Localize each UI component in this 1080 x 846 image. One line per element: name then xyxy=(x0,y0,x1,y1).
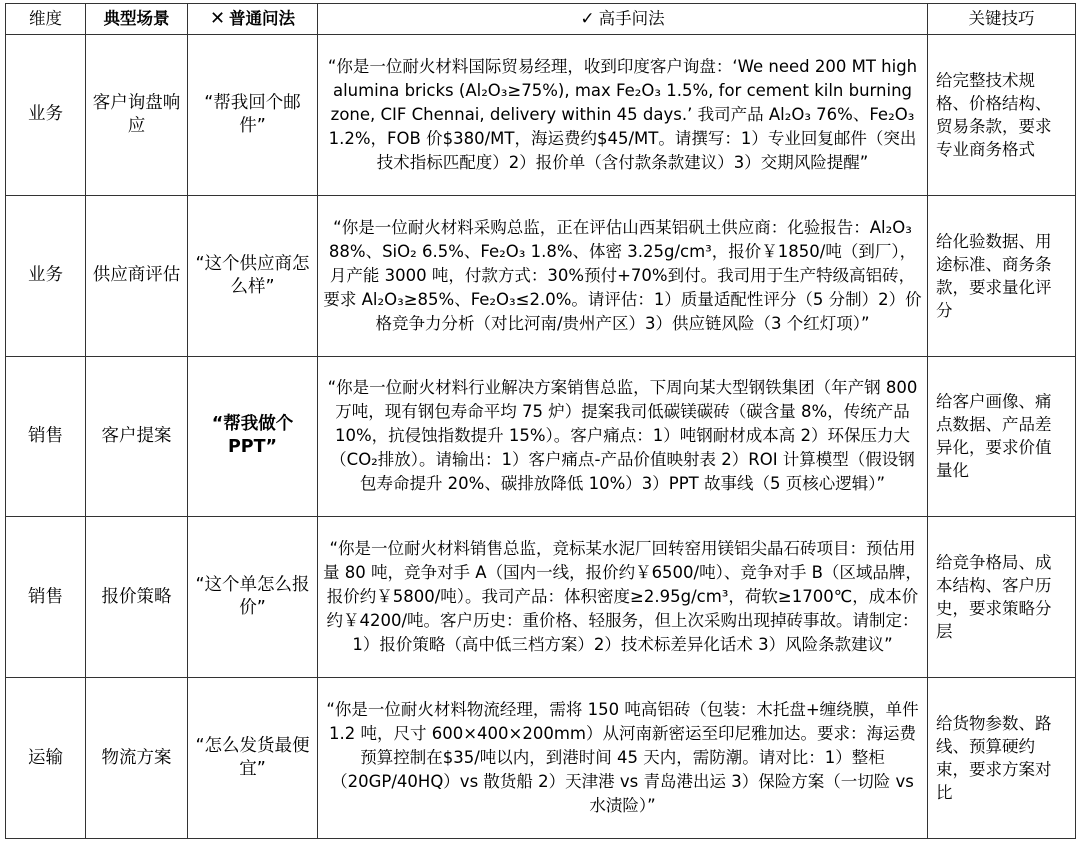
expert-prompt-text: “你是一位耐火材料国际贸易经理，收到印度客户询盘：‘We need 200 MT high alumina bricks (Al₂O₃≥75%), max Fe₂O₃ 1.5%, for cement kiln burning zone, CIF Chennai, delivery within 45 days.’ 我司产品 Al₂O₃ 76%、Fe₂O₃ 1.2%，FOB 价$380/MT，海运费约$45/MT。请撰写：1）专业回复邮件（突出技术指标匹配度）2）报价单（含付款条款建议）3）交期风险提醒” xyxy=(327,56,918,172)
table-row xyxy=(6,517,1076,678)
bad-prompt-cell: “这个供应商怎么样” xyxy=(188,195,318,356)
tips-text: 给货物参数、路线、预算硬约束，要求方案对比 xyxy=(936,714,1052,803)
expert-prompt-cell xyxy=(318,356,928,517)
tips-text: 给客户画像、痛点数据、产品差异化，要求价值量化 xyxy=(936,392,1052,481)
expert-prompt-cell xyxy=(318,35,928,196)
scenario-cell: 报价策略 xyxy=(86,517,188,678)
header-good xyxy=(318,4,928,35)
expert-prompt-cell xyxy=(318,517,928,678)
bad-prompt-cell: “这个单怎么报价” xyxy=(188,517,318,678)
header-tips: 关键技巧 xyxy=(928,4,1076,35)
dimension-cell: 业务 xyxy=(6,195,86,356)
prompt-comparison-table xyxy=(5,3,1076,839)
scenario-cell: 物流方案 xyxy=(86,678,188,839)
bad-prompt-cell: “怎么发货最便宜” xyxy=(188,678,318,839)
scenario-cell: 供应商评估 xyxy=(86,195,188,356)
tips-cell xyxy=(928,678,1076,839)
tips-cell xyxy=(928,517,1076,678)
tips-text: 给完整技术规格、价格结构、贸易条款，要求专业商务格式 xyxy=(936,70,1052,159)
expert-prompt-cell xyxy=(318,195,928,356)
tips-text: 给竞争格局、成本结构、客户历史，要求策略分层 xyxy=(936,553,1052,642)
header-row xyxy=(6,4,1076,35)
header-good-label: 高手问法 xyxy=(598,9,665,28)
expert-prompt-text: “你是一位耐火材料行业解决方案销售总监，下周向某大型钢铁集团（年产钢 800 万吨，现有钢包寿命平均 75 炉）提案我司低碳镁碳砖（碳含量 8%，传统产品 10%，抗侵蚀指数提升 15%）。客户痛点：1）吨钢耐材成本高 2）环保压力大（CO₂排放）。请输出：1）客户痛点-产品价值映射表 2）ROI 计算模型（假设钢包寿命提升 20%、碳排放降低 10%）3）PPT 故事线（5 页核心逻辑）” xyxy=(327,378,918,494)
tips-cell xyxy=(928,35,1076,196)
expert-prompt-text: “你是一位耐火材料采购总监，正在评估山西某铝矾土供应商：化验报告：Al₂O₃ 88%、SiO₂ 6.5%、Fe₂O₃ 1.8%、体密 3.25g/cm³，报价￥1850/吨（到厂），月产能 3000 吨，付款方式：30%预付+70%到付。我司用于生产特级高铝砖，要求 Al₂O₃≥85%、Fe₂O₃≤2.0%。请评估：1）质量适配性评分（5 分制）2）价格竞争力分析（对比河南/贵州产区）3）供应链风险（3 个红灯项）” xyxy=(323,217,922,333)
table-row xyxy=(6,35,1076,196)
x-mark-icon: ✕ xyxy=(209,8,226,29)
header-bad xyxy=(188,4,318,35)
check-mark-icon: ✓ xyxy=(580,9,595,29)
table-row xyxy=(6,195,1076,356)
header-dimension: 维度 xyxy=(6,4,86,35)
table-row xyxy=(6,356,1076,517)
table-row xyxy=(6,678,1076,839)
bad-prompt-cell: “帮我做个PPT” xyxy=(188,356,318,517)
tips-cell xyxy=(928,356,1076,517)
scenario-cell: 客户询盘响应 xyxy=(86,35,188,196)
header-scenario: 典型场景 xyxy=(86,4,188,35)
tips-cell xyxy=(928,195,1076,356)
header-bad-label: 普通问法 xyxy=(229,9,296,28)
expert-prompt-text: “你是一位耐火材料物流经理，需将 150 吨高铝砖（包装：木托盘+缠绕膜，单件 1.2 吨，尺寸 600×400×200mm）从河南新密运至印尼雅加达。要求：海运费预算控制在$35/吨以内，到港时间 45 天内，需防潮。请对比：1）整柜（20GP/40HQ）vs 散货船 2）天津港 vs 青岛港出运 3）保险方案（一切险 vs 水渍险）” xyxy=(326,700,919,816)
dimension-cell: 运输 xyxy=(6,678,86,839)
tips-text: 给化验数据、用途标准、商务条款，要求量化评分 xyxy=(936,231,1052,320)
expert-prompt-text: “你是一位耐火材料销售总监，竞标某水泥厂回转窑用镁铝尖晶石砖项目：预估用量 80 吨，竞争对手 A（国内一线，报价约￥6500/吨）、竞争对手 B（区域品牌，报价约￥5800/吨）。我司产品：体积密度≥2.95g/cm³，荷软≥1700℃，成本价约￥4200/吨。客户历史：重价格、轻服务，但上次采购出现掉砖事故。请制定：1）报价策略（高中低三档方案）2）技术标差异化话术 3）风险条款建议” xyxy=(323,539,922,655)
dimension-cell: 业务 xyxy=(6,35,86,196)
scenario-cell: 客户提案 xyxy=(86,356,188,517)
expert-prompt-cell xyxy=(318,678,928,839)
bad-prompt-cell: “帮我回个邮件” xyxy=(188,35,318,196)
dimension-cell: 销售 xyxy=(6,356,86,517)
dimension-cell: 销售 xyxy=(6,517,86,678)
